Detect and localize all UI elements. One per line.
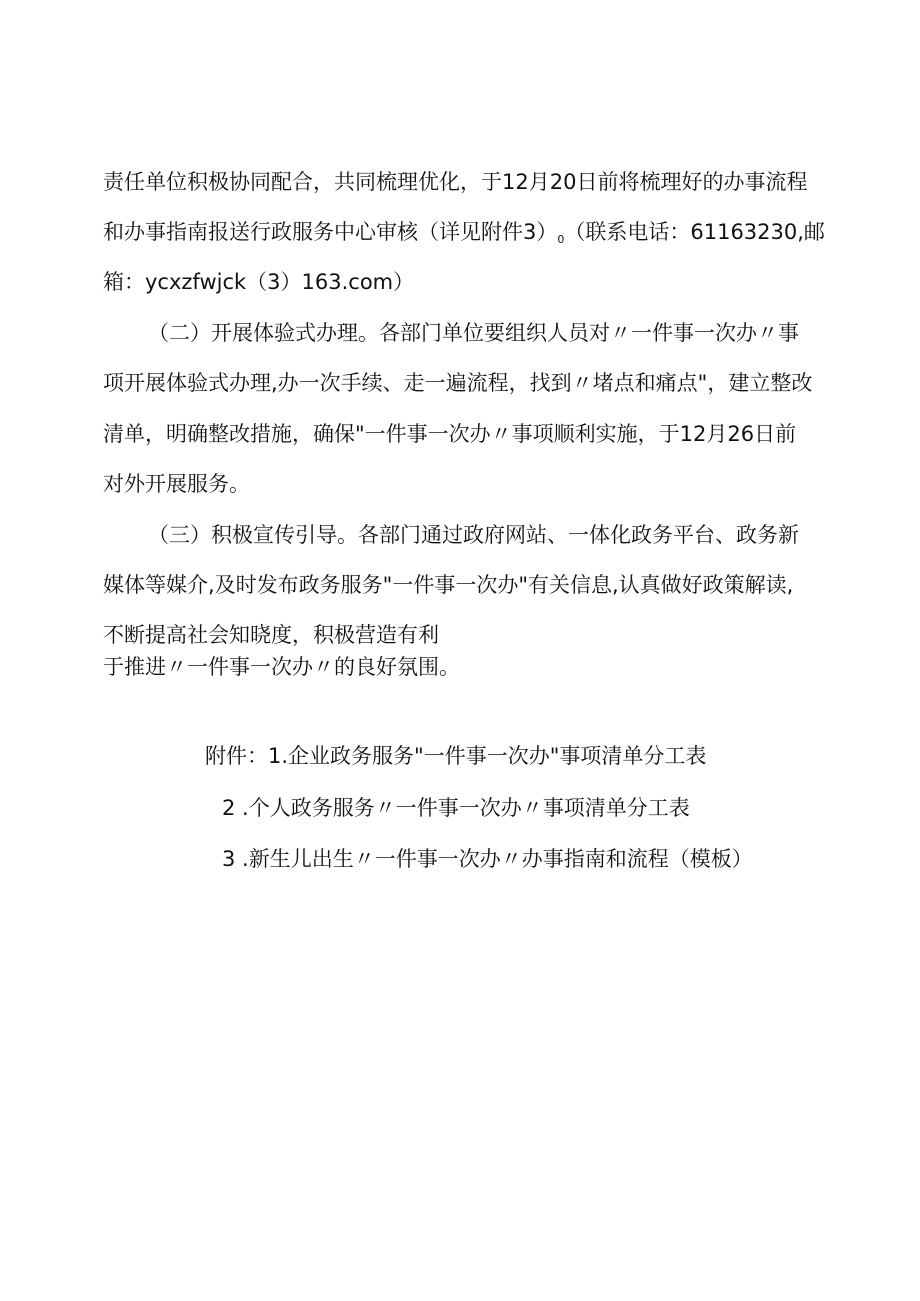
paragraph-1-line-2-main: 和办事指南报送行政服务中心审核（详见附件3） <box>103 220 558 244</box>
paragraph-1-line-2 <box>103 218 825 254</box>
paragraph-1-line-1: 责任单位积极协同配合，共同梳理优化，于12月20日前将梳理好的办事流程 <box>103 170 808 194</box>
paragraph-3-line-1: （三）积极宣传引导。各部门通过政府网站、一体化政务平台、政务新 <box>148 523 799 547</box>
paragraph-3-line-2: 媒体等媒介,及时发布政务服务"一件事一次办"有关信息,认真做好政策解读, <box>103 573 794 597</box>
attachment-item-1: 附件：1.企业政务服务"一件事一次办"事项清单分工表 <box>205 744 707 768</box>
paragraph-2-line-4: 对外开展服务。 <box>103 472 250 496</box>
paragraph-2-line-3: 清单，明确整改措施，确保"一件事一次办〃事项顺利实施，于12月26日前 <box>103 422 797 446</box>
paragraph-2-line-2: 项开展体验式办理,办一次手续、走一遍流程，找到〃堵点和痛点"，建立整改 <box>103 371 813 395</box>
paragraph-3-line-3: 不断提高社会知晓度，积极营造有利 <box>103 623 439 647</box>
paragraph-1-line-2-subscript: 0 <box>557 233 565 246</box>
paragraph-3-line-4: 于推进〃一件事一次办〃的良好氛围。 <box>103 655 460 679</box>
attachment-item-3: 3 .新生儿出生〃一件事一次办〃办事指南和流程（模板） <box>222 847 753 871</box>
paragraph-1-line-2-contact: （联系电话：61163230,邮 <box>564 220 825 244</box>
paragraph-1-line-3: 箱：ycxzfwjck（3）163.com） <box>103 270 415 294</box>
attachment-item-2: 2 .个人政务服务〃一件事一次办〃事项清单分工表 <box>222 796 690 820</box>
paragraph-2-line-1: （二）开展体验式办理。各部门单位要组织人员对〃一件事一次办〃事 <box>148 321 799 345</box>
